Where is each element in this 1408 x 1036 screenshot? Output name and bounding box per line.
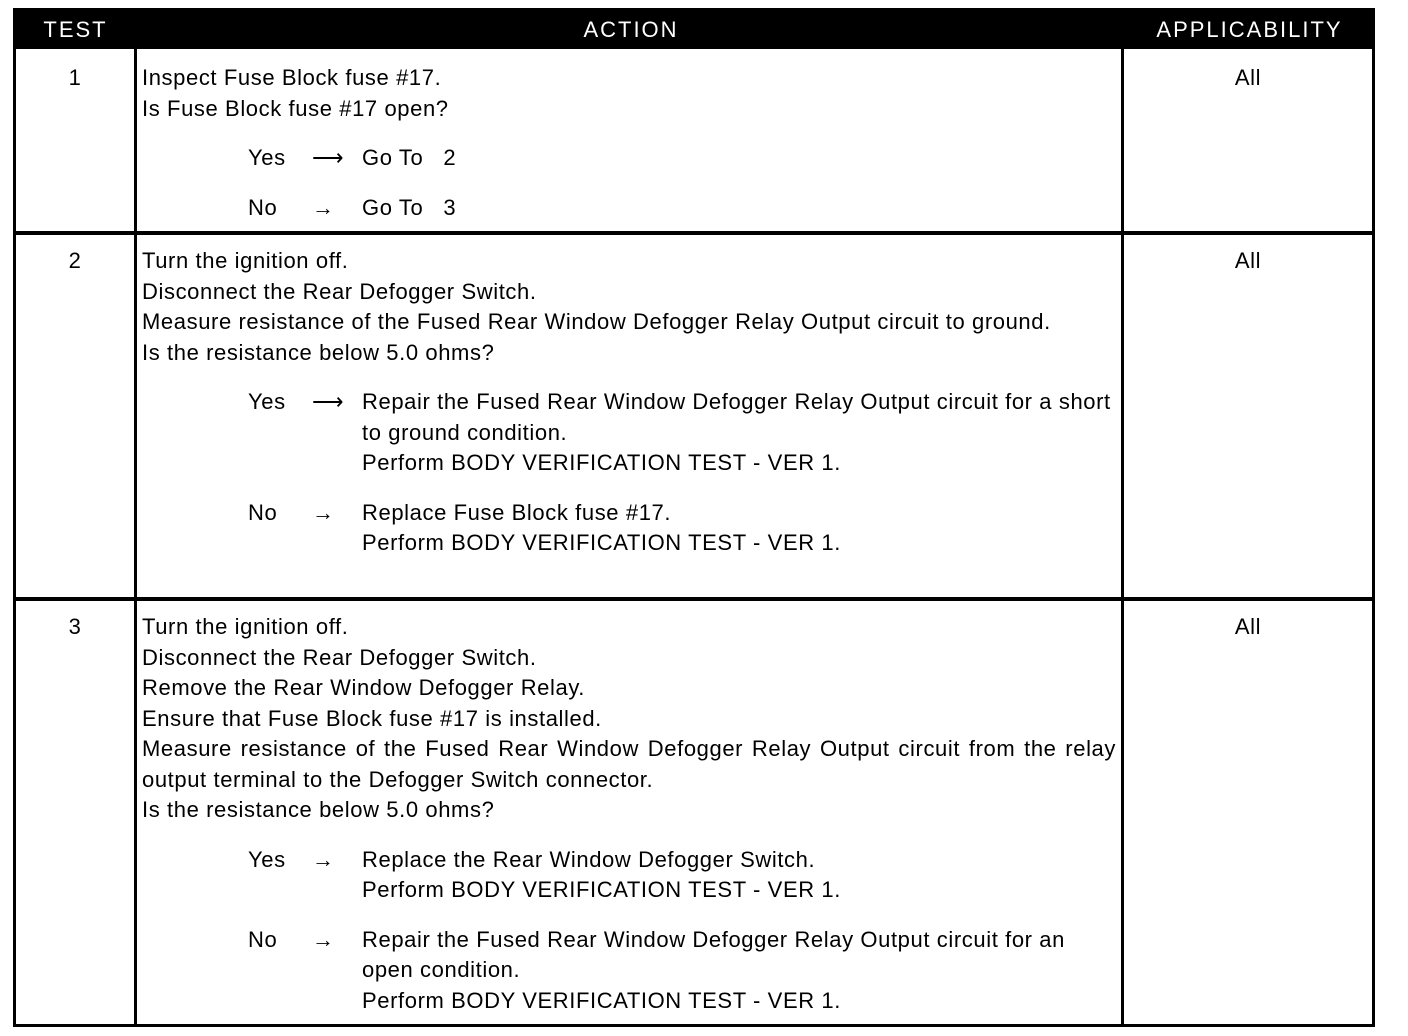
yes-result xyxy=(142,387,1116,479)
yes-result xyxy=(142,845,1116,906)
test-number: 2 xyxy=(68,248,82,273)
result-text: Repair the Fused Rear Window Defogger Relay Output circuit for an open condition. xyxy=(362,926,1065,982)
applicability-value: All xyxy=(1234,65,1262,90)
result-text: Go To 3 xyxy=(362,194,457,220)
action-cell xyxy=(142,63,1116,223)
action-step: Measure resistance of the Fused Rear Window Defogger Relay Output circuit from the relay output terminal to the Defogger Switch connector. xyxy=(142,736,1116,792)
result-text: Go To 2 xyxy=(362,145,457,170)
action-step: Is the resistance below 5.0 ohms? xyxy=(142,797,495,822)
arrow-icon: ⟶ xyxy=(312,145,345,170)
action-cell xyxy=(142,612,1116,1016)
column-divider xyxy=(1121,49,1124,1024)
yes-result xyxy=(142,143,1116,174)
no-result xyxy=(142,498,1116,559)
applicability-value: All xyxy=(1234,614,1262,639)
arrow-icon: → xyxy=(312,194,335,220)
arrow-icon: → xyxy=(312,499,335,525)
no-result xyxy=(142,193,1116,224)
action-step: Turn the ignition off. xyxy=(142,248,349,273)
header-applicability: APPLICABILITY xyxy=(1156,17,1343,42)
yes-label: Yes xyxy=(248,846,286,872)
result-text: Perform BODY VERIFICATION TEST - VER 1. xyxy=(362,987,841,1013)
applicability-value: All xyxy=(1234,248,1262,273)
result-text: Repair the Fused Rear Window Defogger Relay Output circuit for a short to ground condition. xyxy=(362,389,1111,445)
arrow-icon: → xyxy=(312,926,335,952)
action-step: Is Fuse Block fuse #17 open? xyxy=(142,95,449,121)
action-step: Remove the Rear Window Defogger Relay. xyxy=(142,675,586,700)
no-label: No xyxy=(248,926,278,952)
action-step: Disconnect the Rear Defogger Switch. xyxy=(142,278,537,304)
row-divider xyxy=(16,597,1372,601)
yes-label: Yes xyxy=(248,389,286,414)
test-number: 1 xyxy=(68,65,82,90)
result-text: Perform BODY VERIFICATION TEST - VER 1. xyxy=(362,530,841,555)
table-header xyxy=(16,11,1372,49)
result-text: Perform BODY VERIFICATION TEST - VER 1. xyxy=(362,450,841,475)
action-step: Turn the ignition off. xyxy=(142,614,349,639)
no-result xyxy=(142,925,1116,1017)
result-text: Perform BODY VERIFICATION TEST - VER 1. xyxy=(362,877,841,902)
action-step: Inspect Fuse Block fuse #17. xyxy=(142,65,442,90)
action-step: Is the resistance below 5.0 ohms? xyxy=(142,339,495,365)
action-step: Measure resistance of the Fused Rear Window Defogger Relay Output circuit to ground. xyxy=(142,309,1051,334)
result-text: Replace the Rear Window Defogger Switch. xyxy=(362,846,816,872)
result-text: Replace Fuse Block fuse #17. xyxy=(362,499,672,525)
row-divider xyxy=(16,231,1372,235)
arrow-icon: ⟶ xyxy=(312,389,345,414)
yes-label: Yes xyxy=(248,145,286,170)
action-cell xyxy=(142,246,1116,559)
header-action: ACTION xyxy=(583,17,679,42)
header-test: TEST xyxy=(43,17,108,42)
test-number: 3 xyxy=(68,614,82,639)
no-label: No xyxy=(248,499,278,525)
column-divider xyxy=(134,49,137,1024)
action-step: Ensure that Fuse Block fuse #17 is installed. xyxy=(142,705,602,731)
arrow-icon: → xyxy=(312,846,335,872)
diagnostic-table xyxy=(13,8,1375,1027)
action-step: Disconnect the Rear Defogger Switch. xyxy=(142,644,537,670)
no-label: No xyxy=(248,194,278,220)
